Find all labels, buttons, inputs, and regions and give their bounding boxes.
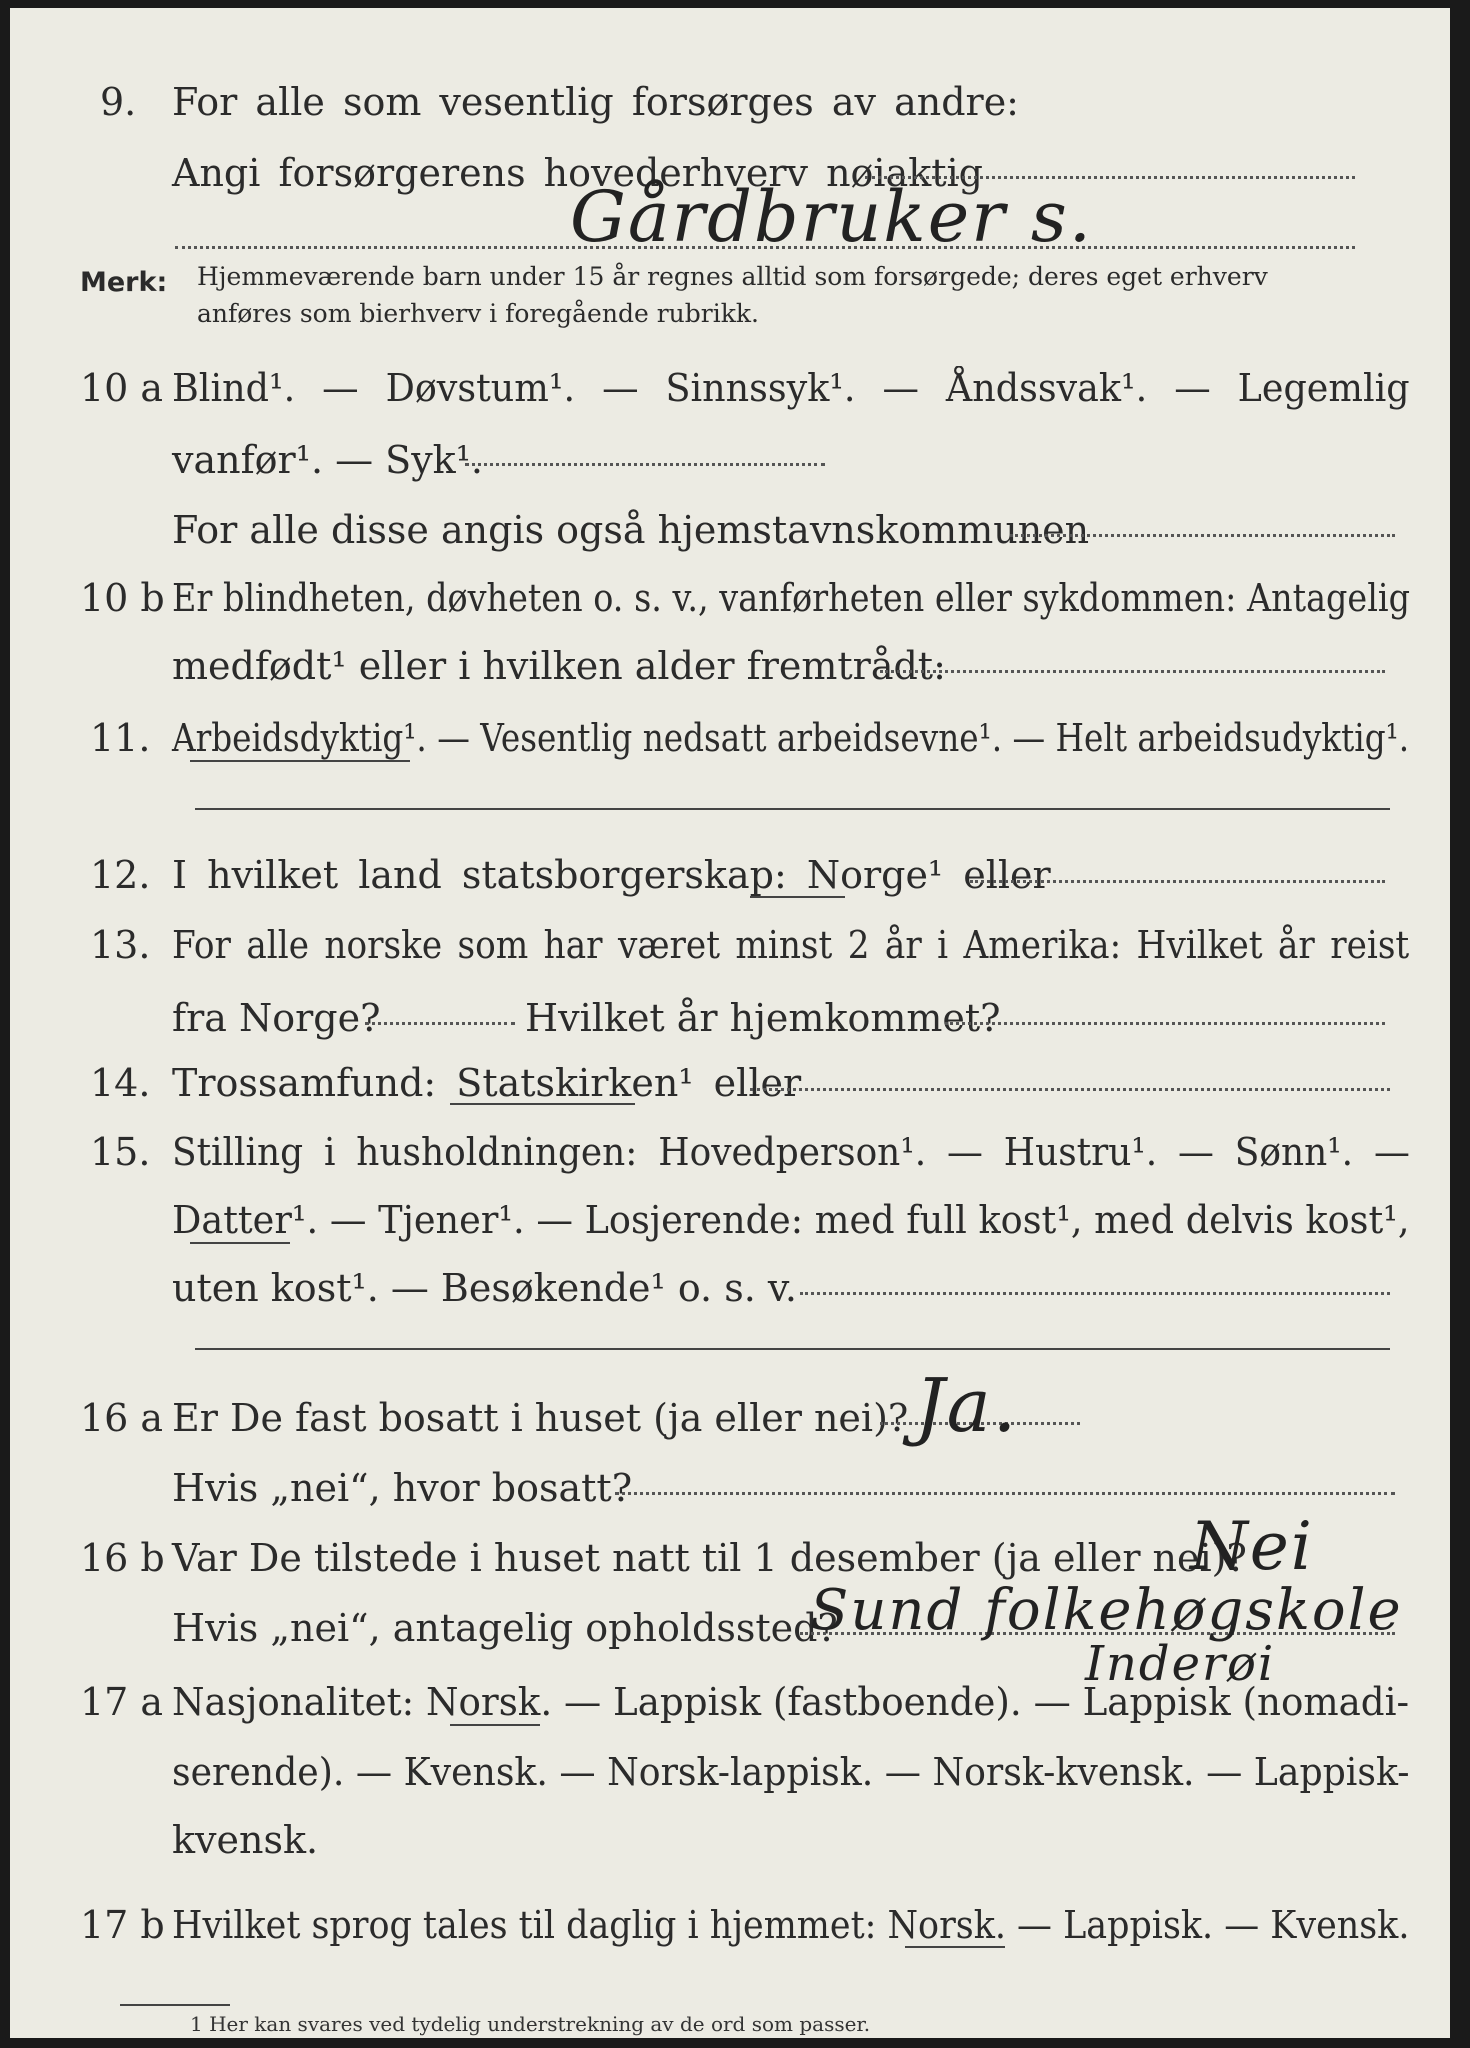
q12-line1: I hvilket land statsborgerskap: Norge¹ eller [172, 853, 1051, 897]
q17b-number: 17 b [80, 1903, 165, 1947]
q11-number: 11. [90, 716, 151, 760]
q11-answer-line [195, 808, 1390, 810]
footnote-separator [120, 2004, 230, 2006]
q14-answer-line [750, 1088, 1390, 1091]
q13-hjemkommet-line [945, 1022, 1385, 1025]
q10a-line3: For alle disse angis også hjemstavnskommunen [172, 508, 1090, 552]
q10b-line1: Er blindheten, døvheten o. s. v., vanførheten eller sykdommen: Antagelig [172, 576, 1411, 620]
q16a-handwritten-answer: Ja. [915, 1363, 1019, 1449]
q9-question-line1: For alle som vesentlig forsørges av andre: [172, 80, 1019, 124]
q16b-line2: Hvis „nei“, antagelig opholdssted? [172, 1606, 838, 1650]
q11-line1: Arbeidsdyktig¹. — Vesentlig nedsatt arbeidsevne¹. — Helt arbeidsudyktig¹. [172, 716, 1410, 760]
q13-line2a: fra Norge? [172, 996, 381, 1040]
q16b-handwritten-answer-municipality: Inderøi [1085, 1636, 1276, 1692]
q13-line1: For alle norske som har været minst 2 år i Amerika: Hvilket år reist [172, 923, 1410, 967]
q16a-line1: Er De fast bosatt i huset (ja eller nei)? [172, 1396, 909, 1440]
q16a-number: 16 a [80, 1396, 164, 1440]
q12-answer-line [970, 880, 1385, 883]
q16b-handwritten-answer-nei: Nei [1190, 1508, 1314, 1585]
q15-answer-line [800, 1292, 1390, 1295]
q10a-answer-line [465, 463, 825, 466]
q11-underline-arbeidsdyktig [190, 760, 410, 762]
q10b-number: 10 b [80, 576, 165, 620]
q10b-line2: medfødt¹ eller i hvilken alder fremtrådt: [172, 644, 946, 688]
q17a-line3: kvensk. [172, 1818, 319, 1862]
q17a-line2: serende). — Kvensk. — Norsk-lappisk. — Norsk-kvensk. — Lappisk- [172, 1750, 1410, 1794]
q16b-handwritten-answer-place: Sund folkehøgskole [810, 1578, 1403, 1643]
q13-line2b: Hvilket år hjemkommet? [525, 996, 1001, 1040]
q9-handwritten-answer: Gårdbruker s. [570, 176, 1094, 258]
footnote: 1 Her kan svares ved tydelig understrekning av de ord som passer. [190, 2012, 871, 2036]
q12-number: 12. [90, 853, 151, 897]
q10b-answer-line [880, 670, 1385, 673]
q16b-number: 16 b [80, 1536, 165, 1580]
q17a-line1: Nasjonalitet: Norsk. — Lappisk (fastboende). — Lappisk (nomadi- [172, 1680, 1410, 1724]
q14-number: 14. [90, 1061, 151, 1105]
q16b-line1: Var De tilstede i huset natt til 1 desember (ja eller nei)? [172, 1536, 1247, 1580]
q17b-line1: Hvilket sprog tales til daglig i hjemmet: Norsk. — Lappisk. — Kvensk. [172, 1903, 1410, 1947]
q15-answer-line-2 [195, 1348, 1390, 1350]
q14-line1: Trossamfund: Statskirken¹ eller [172, 1061, 802, 1105]
census-form-page [10, 8, 1450, 2038]
merk-note-line1: Hjemmeværende barn under 15 år regnes alltid som forsørgede; deres eget erhverv [197, 262, 1268, 291]
q15-number: 15. [90, 1130, 151, 1174]
q17b-underline-norsk [905, 1946, 1005, 1948]
q15-line1: Stilling i husholdningen: Hovedperson¹. — Hustru¹. — Sønn¹. — [172, 1130, 1410, 1174]
q10a-hjemstavn-line [1010, 534, 1395, 537]
q10a-line1: Blind¹. — Døvstum¹. — Sinnssyk¹. — Åndssvak¹. — Legemlig [172, 366, 1410, 410]
q16a-line2: Hvis „nei“, hvor bosatt? [172, 1466, 633, 1510]
q17a-underline-norsk [450, 1724, 540, 1726]
q10a-number: 10 a [80, 366, 164, 410]
q15-underline-datter [190, 1242, 290, 1244]
q17a-number: 17 a [80, 1680, 164, 1724]
q13-reist-line [365, 1022, 515, 1025]
q14-underline-statskirken [450, 1103, 635, 1105]
q13-number: 13. [90, 923, 151, 967]
q16a-bosatt-line [615, 1492, 1395, 1495]
q12-underline-norge [750, 896, 845, 898]
q10a-line2: vanfør¹. — Syk¹. [172, 438, 484, 482]
q9-number: 9. [100, 80, 137, 124]
q15-line2: Datter¹. — Tjener¹. — Losjerende: med full kost¹, med delvis kost¹, [172, 1198, 1410, 1242]
q15-line3: uten kost¹. — Besøkende¹ o. s. v. [172, 1266, 797, 1310]
merk-label: Merk: [80, 267, 168, 298]
merk-note-line2: anføres som bierhverv i foregående rubrikk. [197, 299, 759, 328]
q9-question-line2: Angi forsørgerens hovederhverv nøiaktig [172, 151, 984, 195]
q9-answer-line-2 [175, 246, 1355, 249]
